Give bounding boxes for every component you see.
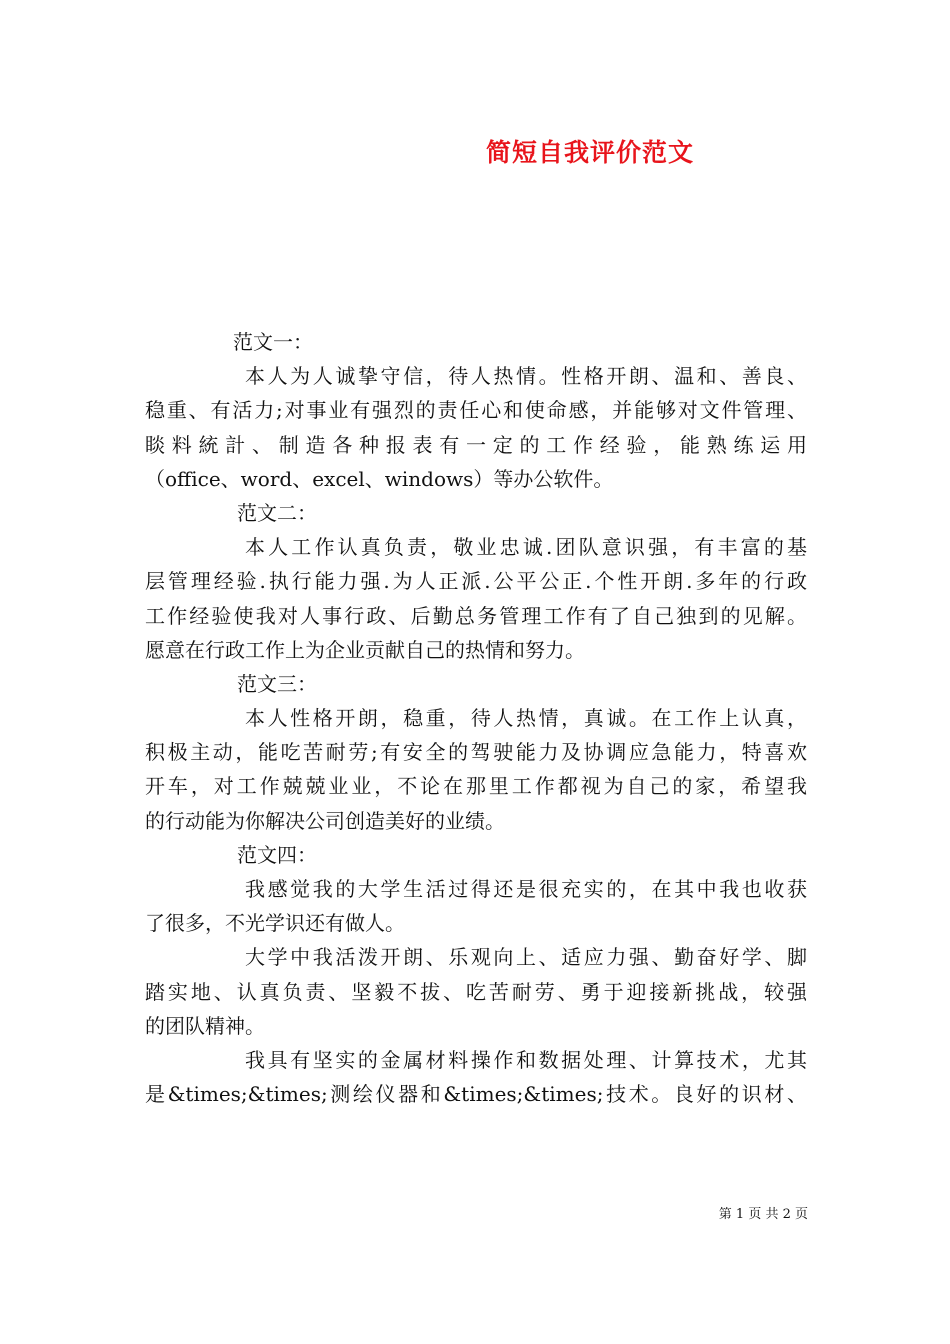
paragraph-line: 我感觉我的大学生活过得还是很充实的，在其中我也收获	[245, 877, 807, 901]
paragraph-line: 工作经验使我对人事行政、后勤总务管理工作有了自己独到的见解。	[145, 603, 807, 628]
paragraph-line: 了很多，不光学识还有做人。	[145, 911, 405, 936]
paragraph-line: 积极主动，能吃苦耐劳;有安全的驾驶能力及协调应急能力，特喜欢	[145, 740, 807, 765]
paragraph-line: 睒料統計、制造各种报表有一定的工作经验，能熟练运用	[145, 432, 807, 457]
paragraph-line: 开车，对工作兢兢业业，不论在那里工作都视为自己的家，希望我	[145, 774, 807, 799]
section-label: 范文一：	[233, 330, 313, 354]
page-footer: 第 1 页 共 2 页	[718, 1207, 808, 1222]
paragraph-line: 踏实地、认真负责、坚毅不拔、吃苦耐劳、勇于迎接新挑战，较强	[145, 979, 807, 1004]
paragraph-line: 本人为人诚挚守信，待人热情。性格开朗、温和、善良、	[245, 364, 807, 389]
paragraph-line: 的行动能为你解决公司创造美好的业绩。	[145, 808, 505, 833]
paragraph-line: 是&times;&times;测绘仪器和&times;&times;技术。良好的识材、	[145, 1082, 807, 1107]
paragraph-line: （office、word、excel、windows）等办公软件。	[145, 466, 614, 491]
section-label: 范文四：	[237, 842, 317, 867]
paragraph-line: 稳重、有活力;对事业有强烈的责任心和使命感，并能够对文件管理、	[145, 398, 807, 423]
document-title: 简短自我评价范文	[485, 138, 694, 167]
paragraph-line: 层管理经验.执行能力强.为人正派.公平公正.个性开朗.多年的行政	[145, 569, 807, 594]
document-body	[145, 325, 807, 1111]
paragraph-line: 本人工作认真负责，敬业忠诚.团队意识强，有丰富的基	[245, 535, 807, 560]
section-label: 范文二：	[237, 500, 317, 525]
paragraph-line: 愿意在行政工作上为企业贡献自己的热情和努力。	[145, 637, 585, 662]
paragraph-line: 的团队精神。	[145, 1013, 265, 1038]
paragraph-line: 本人性格开朗，稳重，待人热情，真诚。在工作上认真，	[245, 706, 807, 731]
section-label: 范文三：	[237, 671, 317, 696]
paragraph-line: 大学中我活泼开朗、乐观向上、适应力强、勤奋好学、脚	[245, 945, 807, 970]
paragraph-line: 我具有坚实的金属材料操作和数据处理、计算技术，尤其	[245, 1047, 807, 1072]
